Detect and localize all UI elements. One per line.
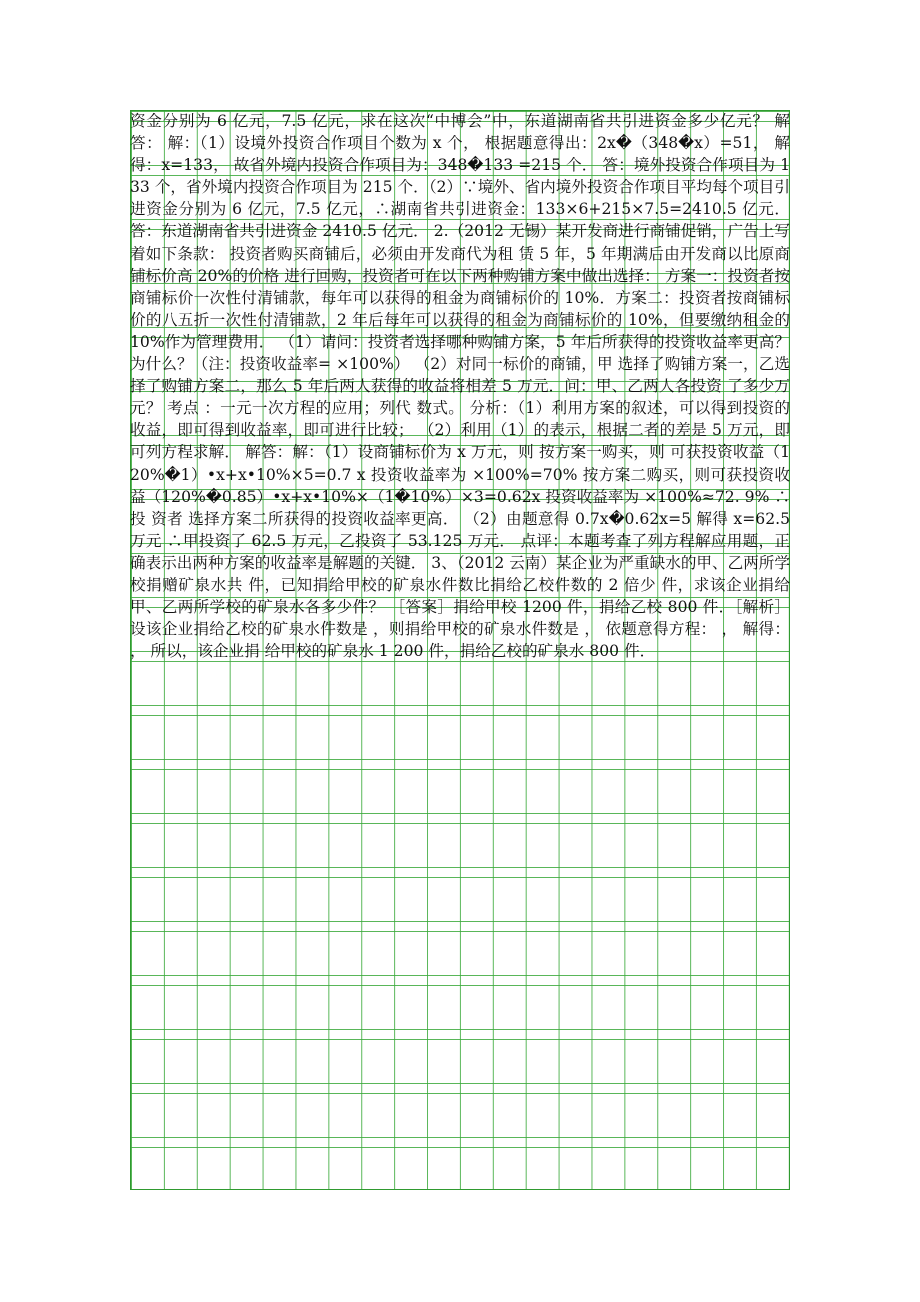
document-body-text: 资金分别为 6 亿元，7.5 亿元，求在这次“中博会”中，东道湖南省共引进资金多少亿元？ 解答： 解：（1）设境外投资合作项目个数为 x 个， 根据题意得出：2x�（348�x）=51， 解得：x=133， 故省外境内投资合作项目为：348�133 =215 个． 答：境外投资合作项目为 133 个，省外境内投资合作项目为 215 个．（2）∵境外、省内境外投资合作项目平均每个项目引进资金分别为 6 亿元，7.5 亿元，∴湖南省共引进资金：133×6+215×7.5=2410.5 亿元． 答：东道湖南省共引进资金 2410.5 亿元． 2.（2012 无锡）某开发商进行商铺促销，广告上写着如下条款： 投资者购买商铺后，必须由开发商代为租 赁 5 年，5 年期满后由开发商以比原商铺标价高 20%的价格 进行回购，投资者可在以下两种购铺方案中做出选择： 方案一：投资者按商铺标价一次性付清铺款，每年可以获得的租金为商铺标价的 10%．方案二：投资者按商铺标价的八五折一次性付清铺款，2 年后每年可以获得的租金为商铺标价的 10%，但要缴纳租金的 10%作为管理费用． （1）请问：投资者选择哪种购铺方案，5 年后所获得的投资收益率更高？为什么？（注：投资收益率= ×100%） （2）对同一标价的商铺，甲 选择了购铺方案一，乙选择了购铺方案二，那么 5 年后两人获得的收益将相差 5 万元．问：甲、乙两人各投资 了多少万元？ 考点 ：一元一次方程的应用；列代 数式。 分析：（1）利用方案的叙述，可以得到投资的收益，即可得到收益率，即可进行比较； （2）利用（1）的表示，根据二者的差是 5 万元，即可列方程求解． 解答：解：（1）设商铺标价为 x 万元，则 按方案一购买，则 可获投资收益（120%�1）•x+x•10%×5=0.7 x 投资收益率为 ×100%=70% 按方案二购买，则可获投资收益（120%�0.85）•x+x•10%×（1�10%）×3=0.62x 投资收益率为 ×100%≈72. 9% ∴投 资者 选择方案二所获得的投资收益率更高． （2）由题意得 0.7x�0.62x=5 解得 x=62.5 万元 ∴甲投资了 62.5 万元，乙投资了 53.125 万元． 点评：本题考查了列方程解应用题，正确表示出两种方案的收益率是解题的关键． 3、（2012 云南）某企业为严重缺水的甲、乙两所学校捐赠矿泉水共 件，已知捐给甲校的矿泉水件数比捐给乙校件数的 2 倍少 件，求该企业捐给甲、乙两所学校的矿泉水各多少件？ ［答案］捐给甲校 1200 件，捐给乙校 800 件．［解析］设该企业捐给乙校的矿泉水件数是 ，则捐给甲校的矿泉水件数是 ， 依题意得方程： ， 解得： ， 所以，该企业捐 给甲校的矿泉水 1 200 件，捐给乙校的矿泉水 800 件． — [130, 112, 790, 661]
